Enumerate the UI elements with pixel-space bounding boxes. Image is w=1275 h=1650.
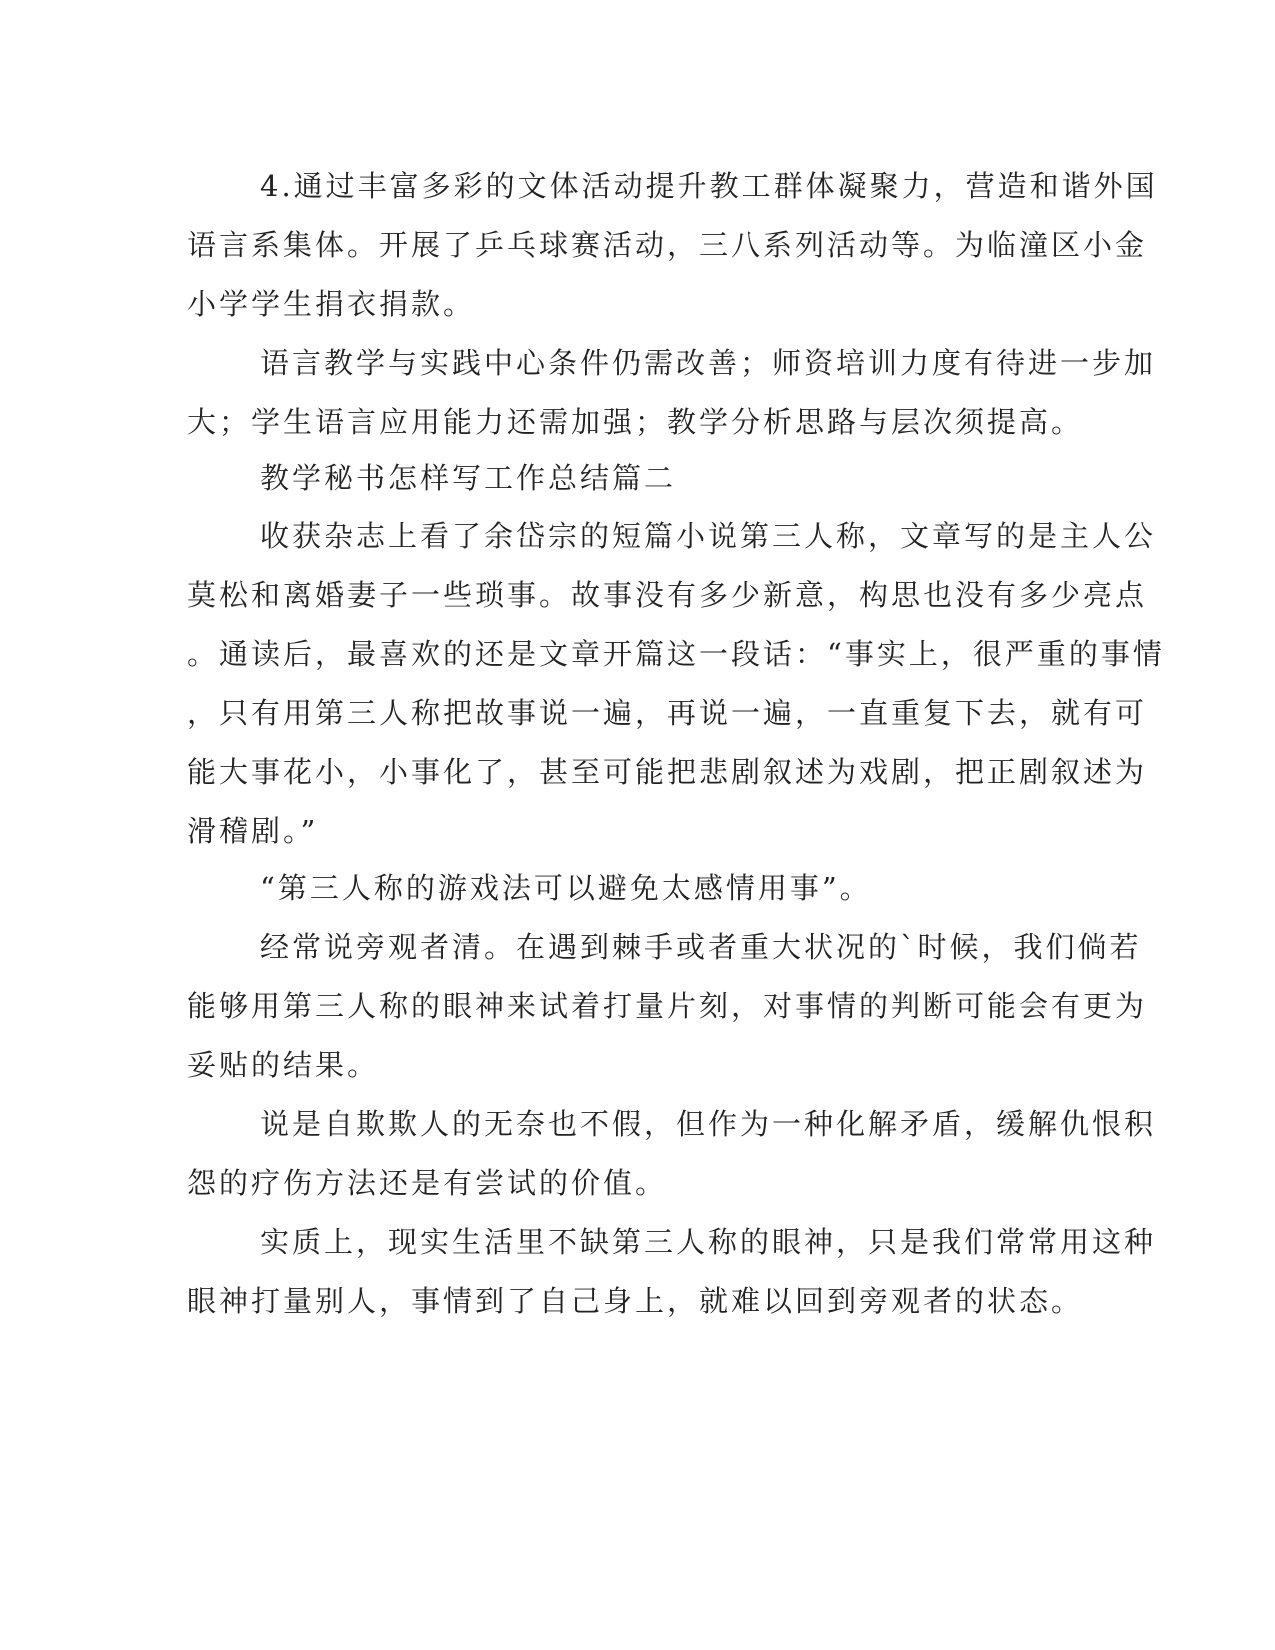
text-line-20: 眼神打量别人，事情到了自己身上，就难以回到旁观者的状态。 xyxy=(187,1284,1084,1318)
text-line-9: 。通读后，最喜欢的还是文章开篇这一段话：“事实上，很严重的事情 xyxy=(187,637,1165,671)
text-line-13: “第三人称的游戏法可以避免太感情用事”。 xyxy=(260,871,872,905)
text-line-14: 经常说旁观者清。在遇到棘手或者重大状况的`时候，我们倘若 xyxy=(260,930,1142,964)
text-line-16: 妥贴的结果。 xyxy=(187,1048,380,1082)
text-line-5: 大；学生语言应用能力还需加强；教学分析思路与层次须提高。 xyxy=(187,405,1084,439)
text-line-1: 4.通过丰富多彩的文体活动提升教工群体凝聚力，营造和谐外国 xyxy=(260,169,1158,203)
text-line-7: 收获杂志上看了余岱宗的短篇小说第三人称，文章写的是主人公 xyxy=(260,519,1157,553)
text-line-12: 滑稽剧。” xyxy=(187,814,319,848)
text-line-4: 语言教学与实践中心条件仍需改善；师资培训力度有待进一步加 xyxy=(260,346,1157,380)
text-line-19: 实质上，现实生活里不缺第三人称的眼神，只是我们常常用这种 xyxy=(260,1225,1157,1259)
text-line-8: 莫松和离婚妻子一些琐事。故事没有多少新意，构思也没有多少亮点 xyxy=(187,578,1148,612)
text-line-3: 小学学生捐衣捐款。 xyxy=(187,287,476,321)
section-heading: 教学秘书怎样写工作总结篇二 xyxy=(260,461,677,495)
text-line-15: 能够用第三人称的眼神来试着打量片刻，对事情的判断可能会有更为 xyxy=(187,989,1148,1023)
text-line-2: 语言系集体。开展了乒乓球赛活动，三八系列活动等。为临潼区小金 xyxy=(187,228,1148,262)
text-line-18: 怨的疗伤方法还是有尝试的价值。 xyxy=(187,1166,668,1200)
text-line-10: ，只有用第三人称把故事说一遍，再说一遍，一直重复下去，就有可 xyxy=(187,696,1148,730)
text-line-17: 说是自欺欺人的无奈也不假，但作为一种化解矛盾，缓解仇恨积 xyxy=(260,1107,1157,1141)
text-line-11: 能大事花小，小事化了，甚至可能把悲剧叙述为戏剧，把正剧叙述为 xyxy=(187,755,1148,789)
